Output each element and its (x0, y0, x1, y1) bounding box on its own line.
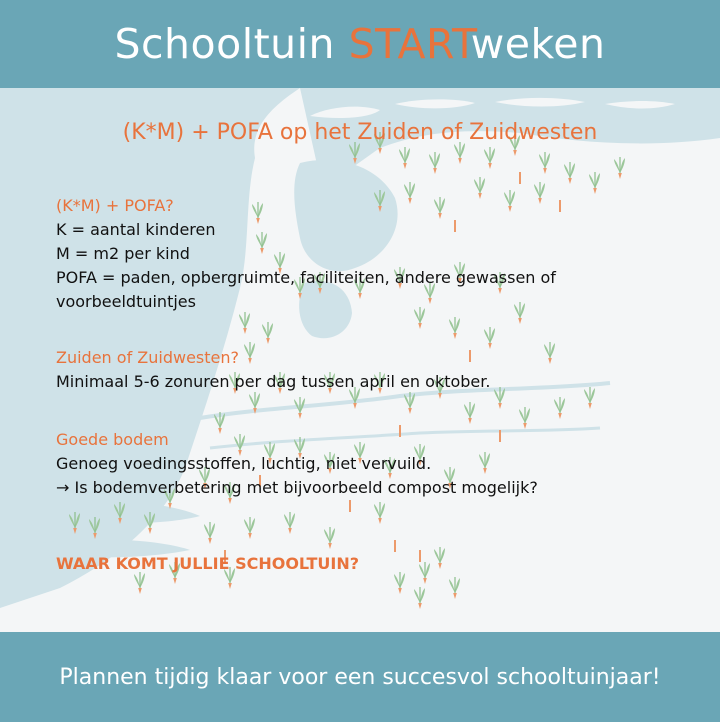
footer-text: Plannen tijdig klaar voor een succesvol schooltuinjaar! (59, 664, 661, 690)
section-line: → Is bodemverbetering met bijvoorbeeld compost mogelijk? (56, 476, 538, 500)
section-line: M = m2 per kind (56, 244, 190, 263)
header-banner (0, 0, 720, 88)
section-line: POFA = paden, opbergruimte, faciliteiten, andere gewassen of (56, 268, 556, 287)
subtitle: (K*M) + POFA op het Zuiden of Zuidwesten (122, 120, 598, 145)
content-area (0, 88, 720, 632)
section-formula (56, 194, 556, 314)
section-heading: (K*M) + POFA? (56, 196, 174, 215)
header-title-part2: weken (470, 20, 606, 68)
section-soil (56, 428, 538, 500)
section-orientation (56, 346, 490, 394)
header-title-part1: Schooltuin (114, 20, 349, 68)
section-line: Genoeg voedingsstoffen, luchtig, niet vervuild. (56, 454, 432, 473)
section-heading: Zuiden of Zuidwesten? (56, 348, 239, 367)
header-title (114, 20, 605, 68)
section-line: K = aantal kinderen (56, 220, 216, 239)
call-to-action: WAAR KOMT JULLIE SCHOOLTUIN? (56, 554, 359, 573)
section-line: voorbeeldtuintjes (56, 292, 196, 311)
section-line: Minimaal 5-6 zonuren per dag tussen april en oktober. (56, 372, 491, 391)
section-heading: Goede bodem (56, 430, 169, 449)
header-title-accent: START (348, 20, 471, 68)
footer-banner (0, 632, 720, 722)
